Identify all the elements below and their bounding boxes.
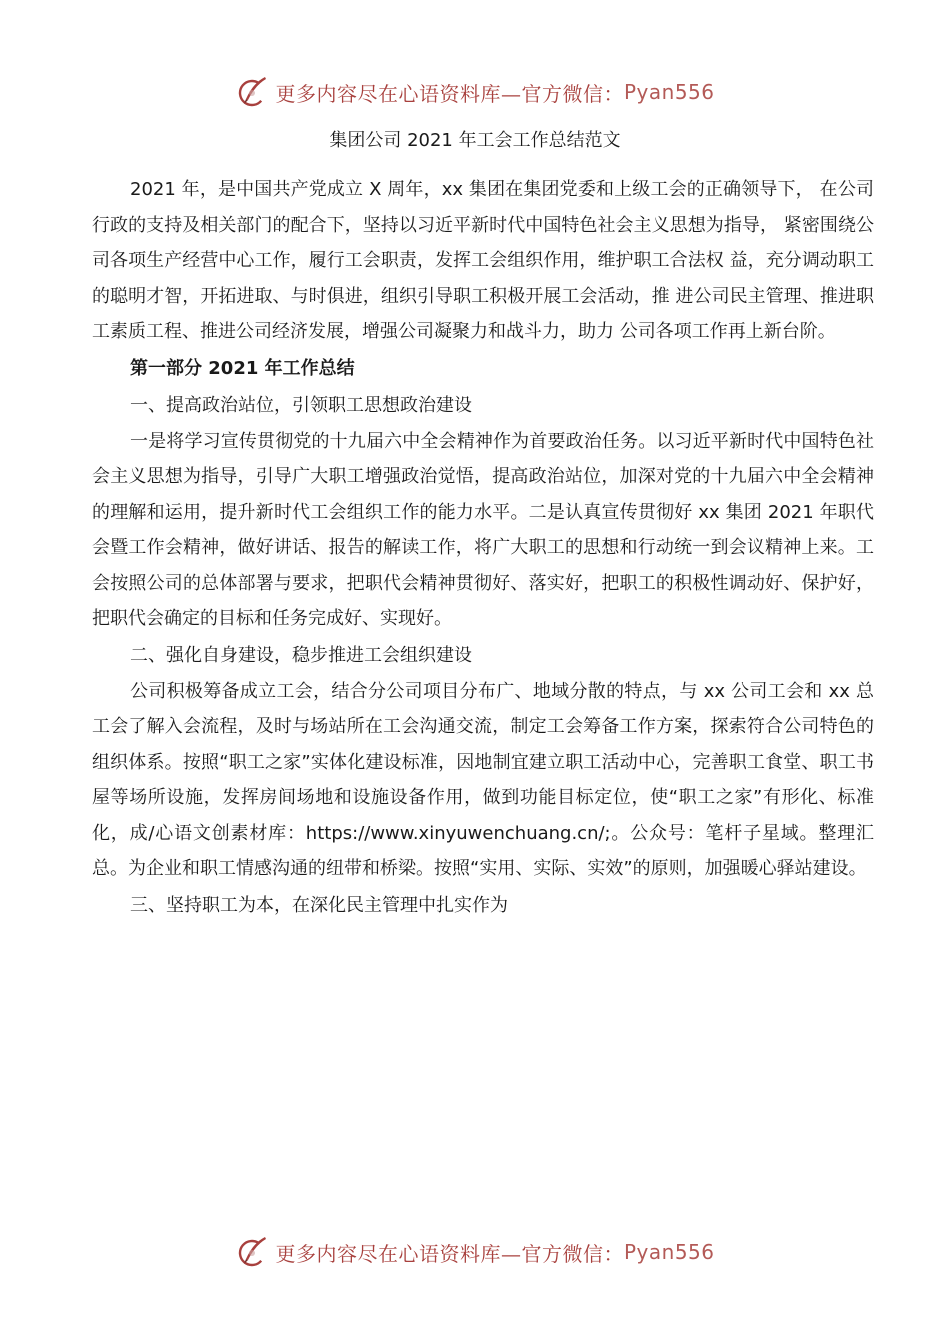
- section-two-heading: 二、强化自身建设，稳步推进工会组织建设: [130, 644, 472, 666]
- watermark-text: 更多内容尽在心语资料库—官方微信：: [275, 81, 624, 106]
- watermark-footer: [0, 1232, 950, 1272]
- section-one-heading: 一、提高政治站位，引领职工思想政治建设: [130, 394, 472, 416]
- section-three-heading: 三、坚持职工为本，在深化民主管理中扎实作为: [130, 894, 508, 916]
- quill-seal-logo-icon: [235, 74, 271, 110]
- section-two-paragraph: 公司积极筹备成立工会，结合分公司项目分布广、地域分散的特点，与 xx 公司工会和 xx 总工会了解入会流程，及时与场站所在工会沟通交流，制定工会筹备工作方案，探索符合公司特色的组织体系。按照“职工之家”实体化建设标准，因地制宜建立职工活动中心，完善职工食堂、职工书屋等场所设施，发挥房间场地和设施设备作用，做到功能目标定位，使“职工之家”有形化、标准化，成/心语文创素材库：https://www.xinyuwenchuang.cn/;。公众号：笔杆子星域。整理汇总。为企业和职工情感沟通的纽带和桥梁。按照“实用、实际、实效”的原则，加强暖心驿站建设。: [92, 680, 874, 879]
- part-one-heading: 第一部分 2021 年工作总结: [130, 357, 355, 379]
- watermark-text: 更多内容尽在心语资料库—官方微信：: [275, 1241, 624, 1266]
- watermark-wechat-id: Pyan556: [623, 1240, 715, 1264]
- quill-seal-logo-icon: [235, 1234, 271, 1270]
- document-title: 集团公司 2021 年工会工作总结范文: [329, 130, 621, 151]
- section-one-paragraph: 一是将学习宣传贯彻党的十九届六中全会精神作为首要政治任务。以习近平新时代中国特色社会主义思想为指导，引导广大职工增强政治觉悟，提高政治站位，加深对党的十九届六中全会精神的理解和运用，提升新时代工会组织工作的能力水平。二是认真宣传贯彻好 xx 集团 2021 年职代会暨工作会精神，做好讲话、报告的解读工作，将广大职工的思想和行动统一到会议精神上来。工会按照公司的总体部署与要求，把职代会精神贯彻好、落实好，把职工的积极性调动好、保护好，把职代会确定的目标和任务完成好、实现好。: [92, 430, 874, 629]
- intro-paragraph: 2021 年，是中国共产党成立 X 周年，xx 集团在集团党委和上级工会的正确领导下， 在公司行政的支持及相关部门的配合下，坚持以习近平新时代中国特色社会主义思想为指导， 紧密围绕公司各项生产经营中心工作，履行工会职责，发挥工会组织作用，维护职工合法权 益，充分调动职工的聪明才智，开拓进取、与时俱进，组织引导职工积极开展工会活动，推 进公司民主管理、推进职工素质工程、推进公司经济发展，增强公司凝聚力和战斗力，助力 公司各项工作再上新台阶。: [92, 179, 874, 342]
- watermark-header: [0, 72, 950, 112]
- document-body: [92, 172, 874, 924]
- watermark-wechat-id: Pyan556: [623, 80, 715, 104]
